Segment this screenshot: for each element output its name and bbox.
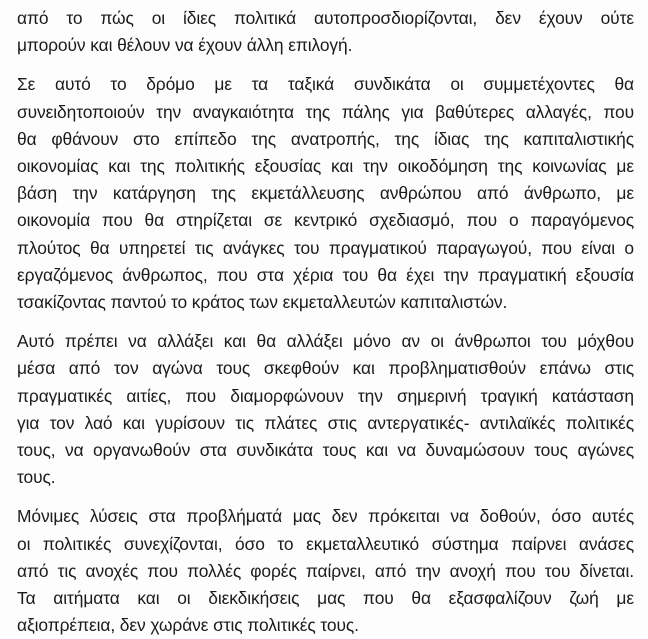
text-line: Σε αυτό το δρόμο με τα ταξικά συνδικάτα οι συμμετέχοντες θα	[17, 74, 634, 95]
text-line: συνειδητοποιούν την αναγκαιότητα της πάλης για βαθύτερες αλλαγές, που	[17, 101, 634, 122]
text-line: για τον λαό και γυρίσουν τις πλάτες στις αντεργατικές- αντιλαϊκές πολιτικές	[17, 412, 634, 433]
text-line: Τα αιτήματα και οι διεκδικήσεις μας που θα εξασφαλίζουν ζωή με	[17, 588, 634, 609]
text-line: από τις ανοχές που πολλές φορές παίρνει, από την ανοχή που του δίνεται.	[17, 560, 634, 581]
text-line: οι πολιτικές συνεχίζονται, όσο το εκμεταλλευτικό σύστημα παίρνει ανάσες	[17, 533, 634, 554]
text-line: θα φθάνουν στο επίπεδο της ανατροπής, της ίδιας της καπιταλιστικής	[17, 128, 634, 149]
text-line: μπορούν και θέλουν να έχουν άλλη επιλογή.	[17, 35, 353, 56]
paragraph-4	[17, 503, 634, 639]
text-line: Αυτό πρέπει να αλλάξει και θα αλλάξει μόνο αν οι άνθρωποι του μόχθου	[17, 331, 634, 352]
text-line: βάση την κατάργηση της εκμετάλλευσης ανθρώπου από άνθρωπο, με	[17, 183, 634, 204]
text-line: από το πώς οι ίδιες πολιτικά αυτοπροσδιορίζονται, δεν έχουν ούτε	[17, 8, 634, 28]
paragraph-2	[17, 71, 634, 316]
text-line: οικονομία που θα στηρίζεται σε κεντρικό σχεδιασμό, που ο παραγόμενος	[17, 210, 634, 231]
paragraph-3	[17, 328, 634, 491]
text-line: αξιοπρέπεια, δεν χωράνε στις πολιτικές τους.	[17, 615, 359, 636]
text-line: οικονομίας και της πολιτικής εξουσίας και την οικοδόμηση της κοινωνίας με	[17, 156, 634, 177]
text-line: Μόνιμες λύσεις στα προβλήματά μας δεν πρόκειται να δοθούν, όσο αυτές	[17, 506, 634, 527]
paragraph-1	[17, 5, 634, 59]
text-line: πλούτος θα υπηρετεί τις ανάγκες του πραγματικού παραγωγού, που είναι ο	[17, 237, 634, 258]
text-line: πραγματικές αιτίες, που διαμορφώνουν την σημερινή τραγική κατάσταση	[17, 385, 634, 406]
text-line: τους.	[17, 467, 56, 488]
text-line: τους, να οργανωθούν στα συνδικάτα τους και να δυναμώσουν τους αγώνες	[17, 440, 634, 461]
text-line: εργαζόμενος άνθρωπος, που στα χέρια του θα έχει την πραγματική εξουσία	[17, 264, 634, 285]
text-line: μέσα από τον αγώνα τους σκεφθούν και προβληματισθούν επάνω στις	[17, 358, 634, 379]
text-line: τσακίζοντας παντού το κράτος των εκμεταλλευτών καπιταλιστών.	[17, 292, 508, 313]
